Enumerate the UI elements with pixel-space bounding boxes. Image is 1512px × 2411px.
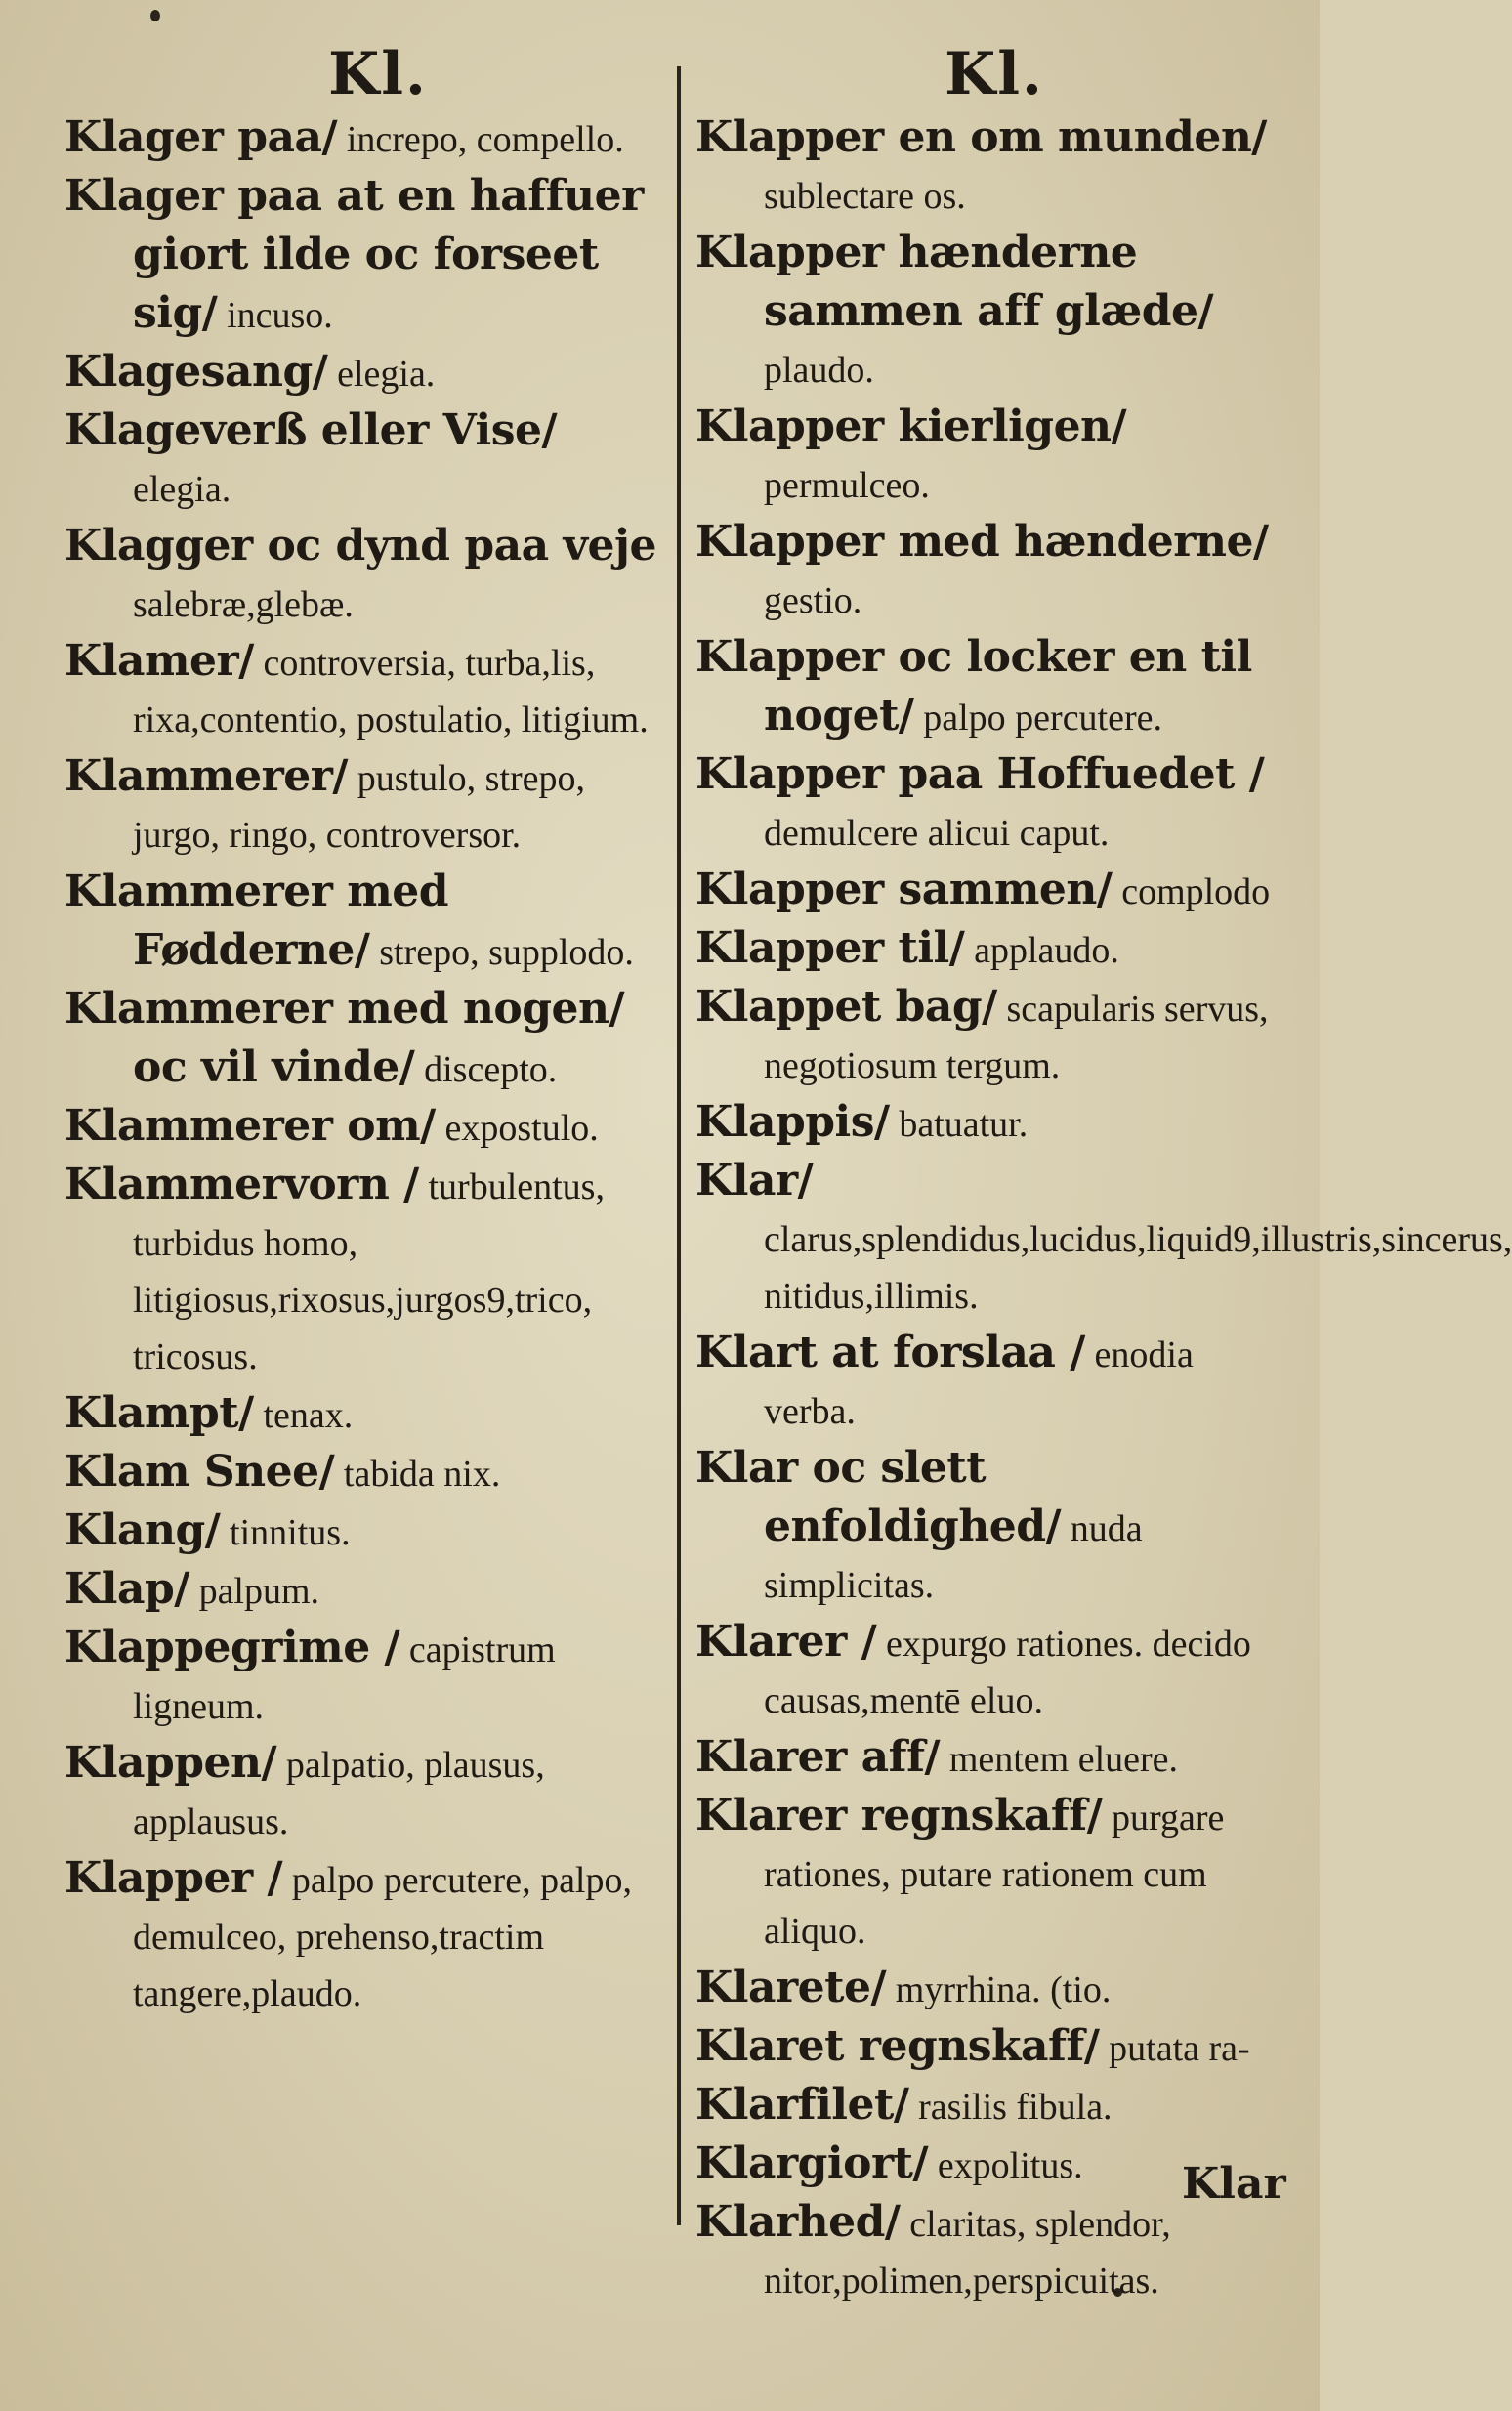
latin-definition: permulceo. bbox=[764, 465, 930, 506]
latin-definition: incuso. bbox=[227, 295, 333, 336]
latin-definition: demulcere alicui caput. bbox=[764, 813, 1110, 854]
latin-definition: palpatio, plausus, applausus. bbox=[133, 1745, 545, 1842]
left-column bbox=[64, 39, 662, 2022]
headword: Klar/ bbox=[695, 1156, 814, 1206]
dictionary-entry bbox=[695, 109, 1293, 225]
latin-definition: increpo, compello. bbox=[346, 119, 624, 160]
latin-definition: tinnitus. bbox=[230, 1512, 351, 1553]
headword: Klamer/ bbox=[64, 636, 254, 686]
dictionary-entry bbox=[64, 1098, 662, 1157]
headword: Klart at forslaa / bbox=[695, 1328, 1085, 1377]
latin-definition: expurgo rationes. decido causas,mentē eluo. bbox=[764, 1624, 1251, 1721]
dictionary-entry bbox=[64, 864, 662, 981]
latin-definition: plaudo. bbox=[764, 350, 874, 391]
latin-definition: complodo bbox=[1121, 871, 1271, 912]
latin-definition: palpo percutere, palpo, demulceo, prehenso,tractim tangere,plaudo. bbox=[133, 1860, 632, 2014]
dictionary-entry bbox=[64, 344, 662, 402]
headword: Klarfilet/ bbox=[695, 2080, 909, 2130]
headword: Klapper en om munden/ bbox=[695, 112, 1267, 162]
dictionary-entry bbox=[64, 1735, 662, 1850]
latin-definition: gestio. bbox=[764, 580, 862, 621]
headword: Klar oc slett enfoldighed/ bbox=[695, 1443, 1062, 1551]
dictionary-entry bbox=[64, 1502, 662, 1561]
headword: Klarete/ bbox=[695, 1963, 887, 2012]
entry-list bbox=[64, 109, 662, 2022]
headword: Klap/ bbox=[64, 1564, 189, 1614]
headword: Klappen/ bbox=[64, 1738, 277, 1788]
headword: Klammerer/ bbox=[64, 751, 349, 801]
latin-definition: scapularis servus, negotiosum tergum. bbox=[764, 989, 1269, 1086]
dictionary-entry bbox=[64, 109, 662, 168]
dictionary-entry bbox=[695, 514, 1293, 629]
latin-definition: elegia. bbox=[337, 354, 436, 395]
dictionary-entry bbox=[695, 920, 1293, 979]
dictionary-entry bbox=[64, 168, 662, 344]
headword: Klammerer med Fødderne/ bbox=[64, 867, 449, 975]
latin-definition: expolitus. bbox=[937, 2145, 1083, 2186]
ink-speck bbox=[150, 10, 160, 21]
latin-definition: capistrum ligneum. bbox=[133, 1629, 556, 1727]
headword: Klapper kierligen/ bbox=[695, 402, 1127, 451]
latin-definition: elegia. bbox=[133, 469, 231, 510]
latin-definition: strepo, supplodo. bbox=[379, 932, 634, 973]
entry-list bbox=[695, 109, 1512, 2309]
headword: Klarer aff/ bbox=[695, 1732, 941, 1782]
latin-definition: discepto. bbox=[424, 1049, 558, 1090]
headword: Klapper med hænderne/ bbox=[695, 517, 1269, 567]
dictionary-entry bbox=[695, 1614, 1293, 1729]
latin-definition: myrrhina. (tio. bbox=[895, 1969, 1112, 2010]
dictionary-entry bbox=[695, 1153, 1512, 1325]
latin-definition: rasilis fibula. bbox=[918, 2087, 1113, 2128]
latin-definition: purgare rationes, putare rationem cum aliquo. bbox=[764, 1798, 1225, 1952]
latin-definition: sublectare os. bbox=[764, 176, 966, 217]
dictionary-entry bbox=[64, 1561, 662, 1620]
headword: Klang/ bbox=[64, 1505, 221, 1555]
latin-definition: nuda simplicitas. bbox=[764, 1508, 1143, 1606]
headword: Klarer regnskaff/ bbox=[695, 1791, 1103, 1840]
dictionary-entry bbox=[64, 981, 662, 1098]
dictionary-entry bbox=[64, 1620, 662, 1735]
right-column bbox=[695, 39, 1512, 2309]
headword: Klapper paa Hoffuedet / bbox=[695, 749, 1265, 799]
dictionary-entry bbox=[695, 2077, 1293, 2136]
column-header: Kl. bbox=[328, 40, 428, 108]
latin-definition: expostulo. bbox=[444, 1108, 599, 1149]
latin-definition: enodia verba. bbox=[764, 1334, 1194, 1432]
latin-definition: salebræ,glebæ. bbox=[133, 584, 354, 625]
column-header: Kl. bbox=[945, 40, 1044, 108]
dictionary-entry bbox=[695, 629, 1293, 746]
column-divider bbox=[677, 66, 681, 2225]
headword: Klappet bag/ bbox=[695, 982, 997, 1032]
headword: Klammerer med nogen/ oc vil vinde/ bbox=[64, 984, 625, 1092]
headword: Klapper sammen/ bbox=[695, 865, 1113, 914]
latin-definition: tenax. bbox=[263, 1395, 354, 1436]
dictionary-entry bbox=[64, 1850, 662, 2022]
latin-definition: palpo percutere. bbox=[923, 698, 1163, 739]
latin-definition: batuatur. bbox=[899, 1104, 1029, 1145]
headword: Klarhed/ bbox=[695, 2197, 901, 2247]
dictionary-entry bbox=[695, 862, 1293, 920]
latin-definition: applaudo. bbox=[974, 930, 1119, 971]
latin-definition: pustulo, strepo, jurgo, ringo, controversor. bbox=[133, 758, 586, 856]
dictionary-entry bbox=[64, 518, 662, 633]
latin-definition: claritas, splendor, nitor,polimen,perspicuitas. bbox=[764, 2204, 1171, 2302]
dictionary-entry bbox=[695, 2018, 1293, 2077]
headword: Klappis/ bbox=[695, 1097, 890, 1147]
headword: Klampt/ bbox=[64, 1388, 254, 1438]
dictionary-entry bbox=[695, 746, 1293, 862]
dictionary-entry bbox=[695, 1960, 1293, 2018]
headword: Klapper til/ bbox=[695, 923, 965, 973]
headword: Klapper hænderne sammen aff glæde/ bbox=[695, 228, 1214, 336]
headword: Klarer / bbox=[695, 1617, 877, 1667]
headword: Klagger oc dynd paa veje bbox=[64, 521, 656, 571]
catchword: Klar bbox=[1182, 2159, 1286, 2209]
latin-definition: palpum. bbox=[198, 1571, 320, 1612]
headword: Klapper / bbox=[64, 1853, 283, 1903]
headword: Klargiort/ bbox=[695, 2138, 929, 2188]
latin-definition: controversia, turba,lis, rixa,contentio, postulatio, litigium. bbox=[133, 643, 649, 740]
headword: Klagesang/ bbox=[64, 347, 328, 397]
latin-definition: turbulentus, turbidus homo, litigiosus,rixosus,jurgos9,trico, tricosus. bbox=[133, 1166, 605, 1377]
headword: Klageverß eller Vise/ bbox=[64, 405, 558, 455]
headword: Klammervorn / bbox=[64, 1160, 419, 1209]
headword: Klager paa at en haffuer giort ilde oc forseet sig/ bbox=[64, 171, 644, 338]
dictionary-entry bbox=[695, 979, 1293, 1094]
headword: Klager paa/ bbox=[64, 112, 338, 162]
headword: Klammerer om/ bbox=[64, 1101, 436, 1151]
dictionary-entry bbox=[695, 1788, 1293, 1960]
dictionary-entry bbox=[695, 2194, 1293, 2309]
dictionary-entry bbox=[64, 633, 662, 748]
latin-definition: mentem eluere. bbox=[948, 1739, 1179, 1780]
dictionary-entry bbox=[695, 399, 1293, 514]
dictionary-entry bbox=[64, 1157, 662, 1385]
headword: Klam Snee/ bbox=[64, 1447, 335, 1497]
dictionary-entry bbox=[64, 748, 662, 864]
latin-definition: tabida nix. bbox=[343, 1454, 501, 1495]
dictionary-entry bbox=[695, 1094, 1293, 1153]
dictionary-entry bbox=[695, 1440, 1293, 1614]
latin-definition: putata ra- bbox=[1109, 2028, 1250, 2069]
dictionary-entry bbox=[64, 402, 662, 518]
dictionary-entry bbox=[695, 1325, 1293, 1440]
headword: Klaret regnskaff/ bbox=[695, 2021, 1100, 2071]
headword: Klapper oc locker en til noget/ bbox=[695, 632, 1252, 740]
dictionary-entry bbox=[695, 1729, 1293, 1788]
dictionary-entry bbox=[64, 1444, 662, 1502]
dictionary-entry bbox=[64, 1385, 662, 1444]
dictionary-entry bbox=[695, 225, 1293, 399]
latin-definition: clarus,splendidus,lucidus,liquid9,illustris,sincerus, nitidus,illimis. bbox=[764, 1219, 1512, 1317]
headword: Klappegrime / bbox=[64, 1623, 400, 1672]
